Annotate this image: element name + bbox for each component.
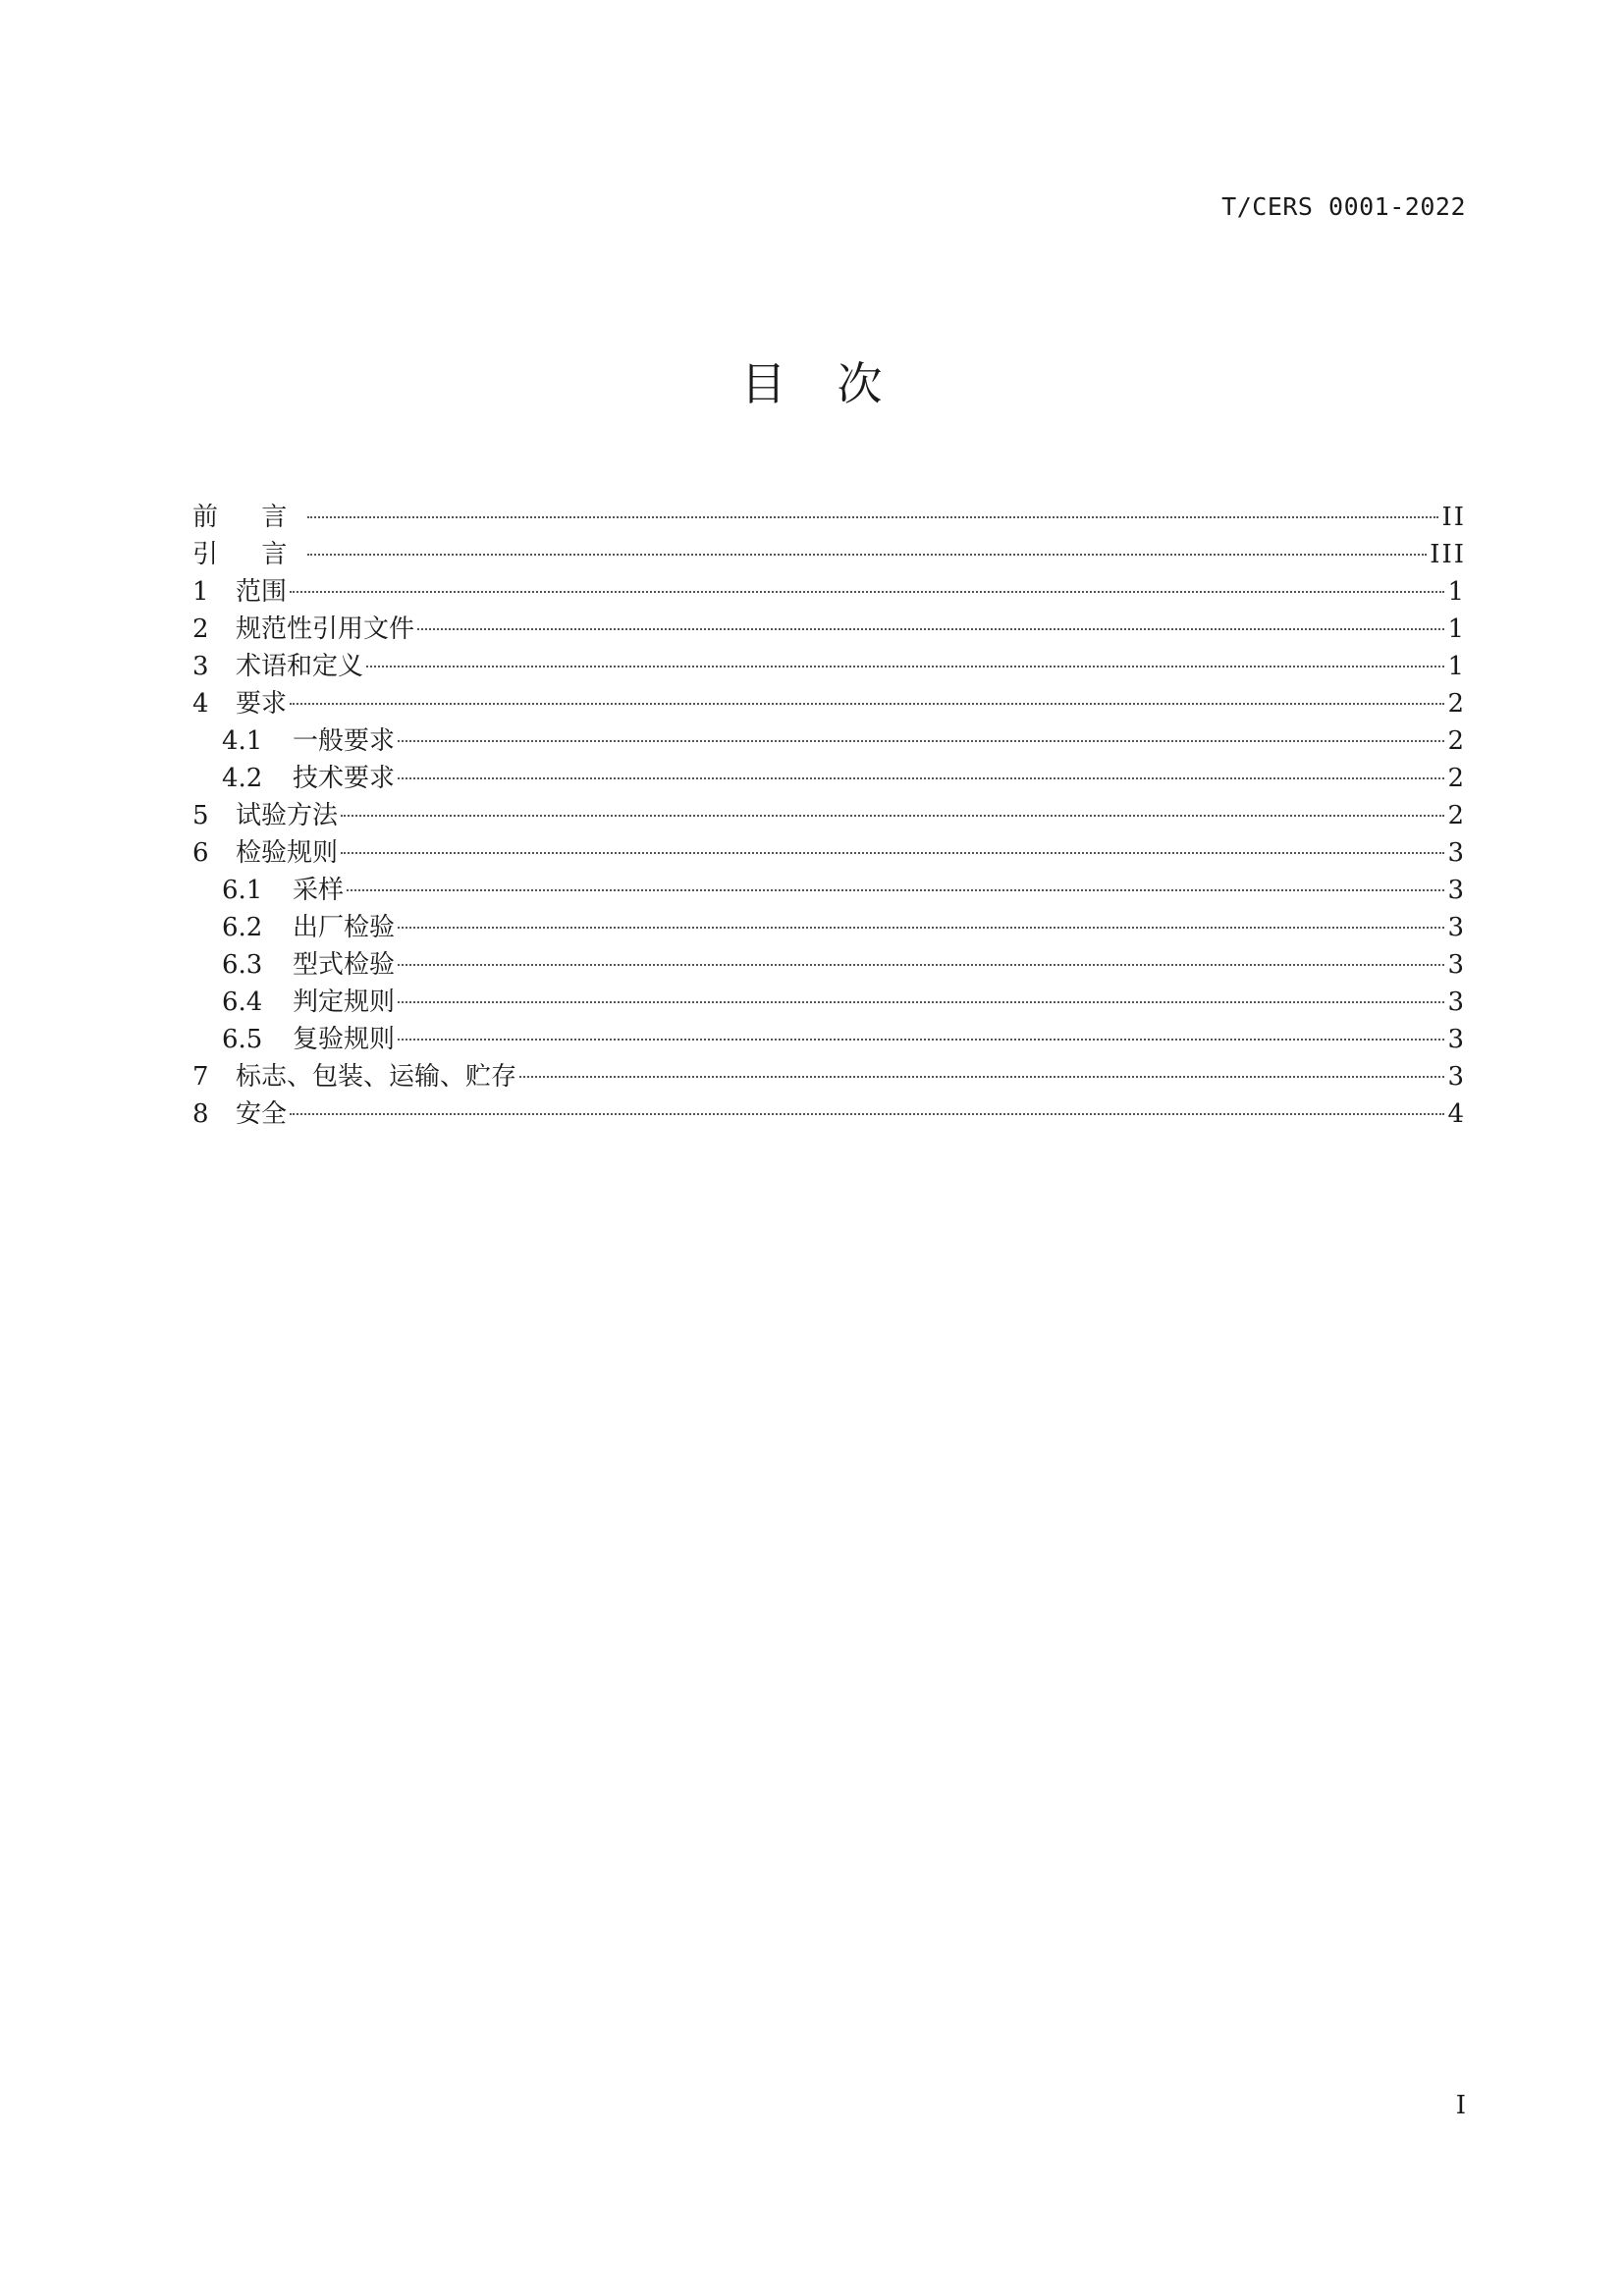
toc-entry-label: 规范性引用文件 (236, 614, 415, 644)
toc-entry-number: 3 (192, 652, 209, 681)
toc-dot-leader (519, 1076, 1444, 1078)
toc-entry-page: 3 (1447, 838, 1466, 868)
toc-entry-page: 3 (1447, 1025, 1466, 1054)
toc-entry-label: 引 言 (192, 540, 305, 569)
toc-dot-leader (290, 1113, 1444, 1115)
toc-dot-leader (366, 666, 1444, 667)
toc-entry-page: 2 (1447, 764, 1466, 793)
toc-entry-label: 判定规则 (293, 988, 396, 1017)
toc-entry-number: 6 (192, 838, 209, 868)
toc-dot-leader (341, 815, 1444, 817)
toc-dot-leader (417, 628, 1444, 630)
toc-entry-number: 4 (192, 689, 209, 719)
toc-entry-page: III (1430, 540, 1466, 569)
toc-entry-page: 3 (1447, 988, 1466, 1017)
toc-entry[interactable] (192, 1021, 1466, 1058)
document-code: T/CERS 0001-2022 (1221, 192, 1466, 221)
toc-dot-leader (398, 927, 1444, 929)
toc-dot-leader (307, 554, 1427, 556)
toc-entry-label: 采样 (293, 876, 345, 905)
toc-dot-leader (341, 852, 1444, 854)
toc-dot-leader (398, 740, 1444, 742)
toc-entry-number: 7 (192, 1062, 209, 1092)
toc-dot-leader (398, 1001, 1444, 1003)
toc-entry-label: 一般要求 (293, 726, 396, 756)
toc-entry[interactable] (192, 648, 1466, 685)
toc-entry[interactable] (192, 499, 1466, 536)
toc-entry[interactable] (192, 685, 1466, 722)
toc-entry-label: 要求 (236, 689, 288, 719)
toc-entry[interactable] (192, 834, 1466, 872)
toc-dot-leader (398, 777, 1444, 779)
toc-entry-number: 8 (192, 1099, 209, 1129)
toc-entry-number: 1 (192, 577, 209, 607)
toc-dot-leader (307, 516, 1438, 518)
toc-entry-number: 6.2 (222, 913, 263, 942)
toc-dot-leader (347, 889, 1444, 891)
toc-entry-page: 4 (1447, 1099, 1466, 1129)
toc-entry-label: 技术要求 (293, 764, 396, 793)
toc-entry-label: 范围 (236, 577, 288, 607)
toc-entry-page: 1 (1447, 614, 1466, 644)
toc-entry-label: 试验方法 (236, 801, 339, 830)
toc-entry-page: 2 (1447, 726, 1466, 756)
toc-entry-page: 1 (1447, 652, 1466, 681)
toc-entry-number: 2 (192, 614, 209, 644)
toc-entry-label: 术语和定义 (236, 652, 364, 681)
toc-entry-number: 5 (192, 801, 209, 830)
toc-entry-number: 4.1 (222, 726, 263, 756)
toc-entry[interactable] (192, 797, 1466, 834)
toc-entry-page: II (1441, 503, 1466, 532)
toc-entry-page: 2 (1447, 689, 1466, 719)
toc-entry-label: 标志、包装、运输、贮存 (236, 1062, 517, 1092)
toc-entry-label: 型式检验 (293, 950, 396, 980)
toc-list (192, 499, 1466, 1133)
toc-entry-label: 出厂检验 (293, 913, 396, 942)
toc-dot-leader (398, 1039, 1444, 1041)
toc-entry-number: 4.2 (222, 764, 263, 793)
toc-entry[interactable] (192, 722, 1466, 760)
toc-dot-leader (290, 591, 1444, 593)
toc-entry-page: 3 (1447, 950, 1466, 980)
toc-entry[interactable] (192, 984, 1466, 1021)
toc-entry-label: 检验规则 (236, 838, 339, 868)
toc-entry-number: 6.1 (222, 876, 263, 905)
toc-dot-leader (398, 964, 1444, 966)
toc-entry-page: 3 (1447, 876, 1466, 905)
toc-entry-label: 前 言 (192, 503, 305, 532)
toc-entry[interactable] (192, 573, 1466, 611)
toc-entry-number: 6.3 (222, 950, 263, 980)
page-number: I (1455, 2091, 1466, 2120)
toc-entry-number: 6.5 (222, 1025, 263, 1054)
toc-entry[interactable] (192, 536, 1466, 573)
toc-dot-leader (290, 703, 1444, 705)
toc-entry-page: 3 (1447, 1062, 1466, 1092)
toc-title: 目次 (740, 357, 934, 410)
toc-entry-label: 复验规则 (293, 1025, 396, 1054)
toc-entry[interactable] (192, 611, 1466, 648)
toc-entry[interactable] (192, 760, 1466, 797)
toc-entry[interactable] (192, 872, 1466, 909)
toc-entry-page: 3 (1447, 913, 1466, 942)
toc-entry[interactable] (192, 1058, 1466, 1095)
toc-entry[interactable] (192, 909, 1466, 946)
toc-entry-page: 1 (1447, 577, 1466, 607)
toc-entry-page: 2 (1447, 801, 1466, 830)
toc-entry[interactable] (192, 946, 1466, 984)
toc-entry-label: 安全 (236, 1099, 288, 1129)
toc-entry[interactable] (192, 1095, 1466, 1133)
toc-entry-number: 6.4 (222, 988, 263, 1017)
